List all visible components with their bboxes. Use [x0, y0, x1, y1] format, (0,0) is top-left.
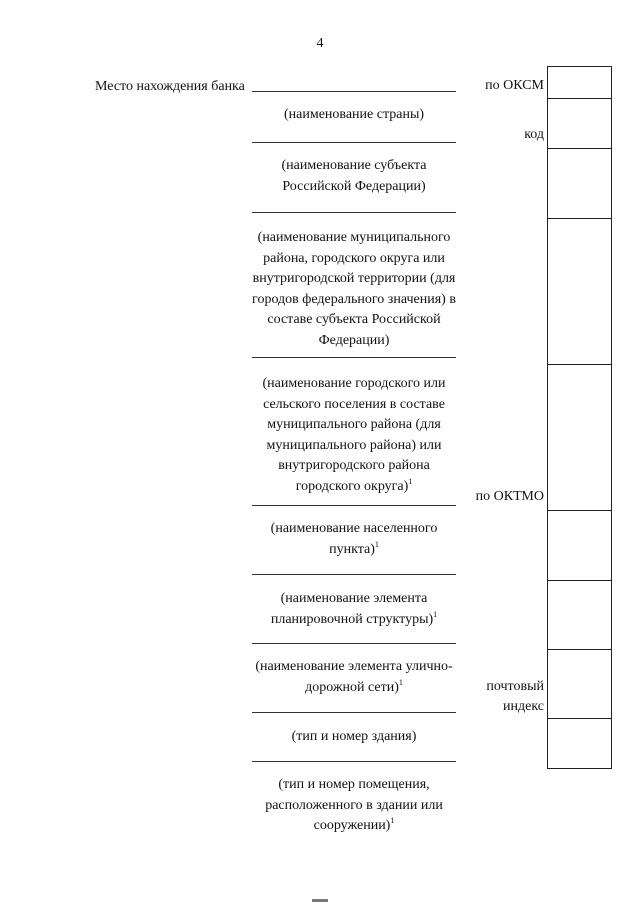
- box-divider: [548, 649, 611, 650]
- code-boxes-column: [547, 66, 612, 769]
- fill-line-country: [252, 91, 456, 92]
- box-divider: [548, 580, 611, 581]
- oksm-label: по ОКСМ: [485, 78, 544, 93]
- box-divider: [548, 364, 611, 365]
- caption-street-network: (наименование элемента улично-дорожной сети)$^1$: [255, 659, 453, 695]
- caption-subject: (наименование субъекта Российской Федерации): [281, 158, 427, 194]
- caption-locality: (наименование населенного пункта)$^1$: [270, 521, 438, 557]
- fill-line-subject: [252, 142, 456, 143]
- caption-premises: (тип и номер помещения, расположенного в здании или сооружении)$^1$: [265, 777, 443, 833]
- box-divider: [548, 510, 611, 511]
- fill-line-settlement: [252, 357, 456, 358]
- caption-settlement: (наименование городского или сельского поселения в составе муниципального района (для муниципального района) или внутригородского района городского округа)$^1$: [262, 376, 446, 494]
- fill-line-building: [252, 712, 456, 713]
- caption-planning-structure: (наименование элемента планировочной структуры)$^1$: [270, 591, 438, 627]
- fill-line-street: [252, 643, 456, 644]
- caption-municipal-district: (наименование муниципального района, городского округа или внутригородской территории (для городов федерального значения) в составе субъекта Российской Федерации): [252, 230, 456, 348]
- box-divider: [548, 148, 611, 149]
- caption-building: (тип и номер здания): [291, 729, 417, 744]
- box-divider: [548, 218, 611, 219]
- scan-mark: [312, 899, 328, 902]
- fill-line-locality: [252, 505, 456, 506]
- fill-line-premises: [252, 761, 456, 762]
- fill-line-planning: [252, 574, 456, 575]
- box-divider: [548, 718, 611, 719]
- box-divider: [548, 98, 611, 99]
- oktmo-label: по ОКТМО: [475, 489, 544, 504]
- page-number: 4: [316, 36, 324, 51]
- caption-country: (наименование страны): [283, 107, 425, 122]
- postal-index-label: почтовый индекс: [486, 679, 544, 714]
- code-label: код: [524, 127, 544, 142]
- fill-line-municipal: [252, 212, 456, 213]
- bank-location-label: Место нахождения банка: [95, 79, 245, 94]
